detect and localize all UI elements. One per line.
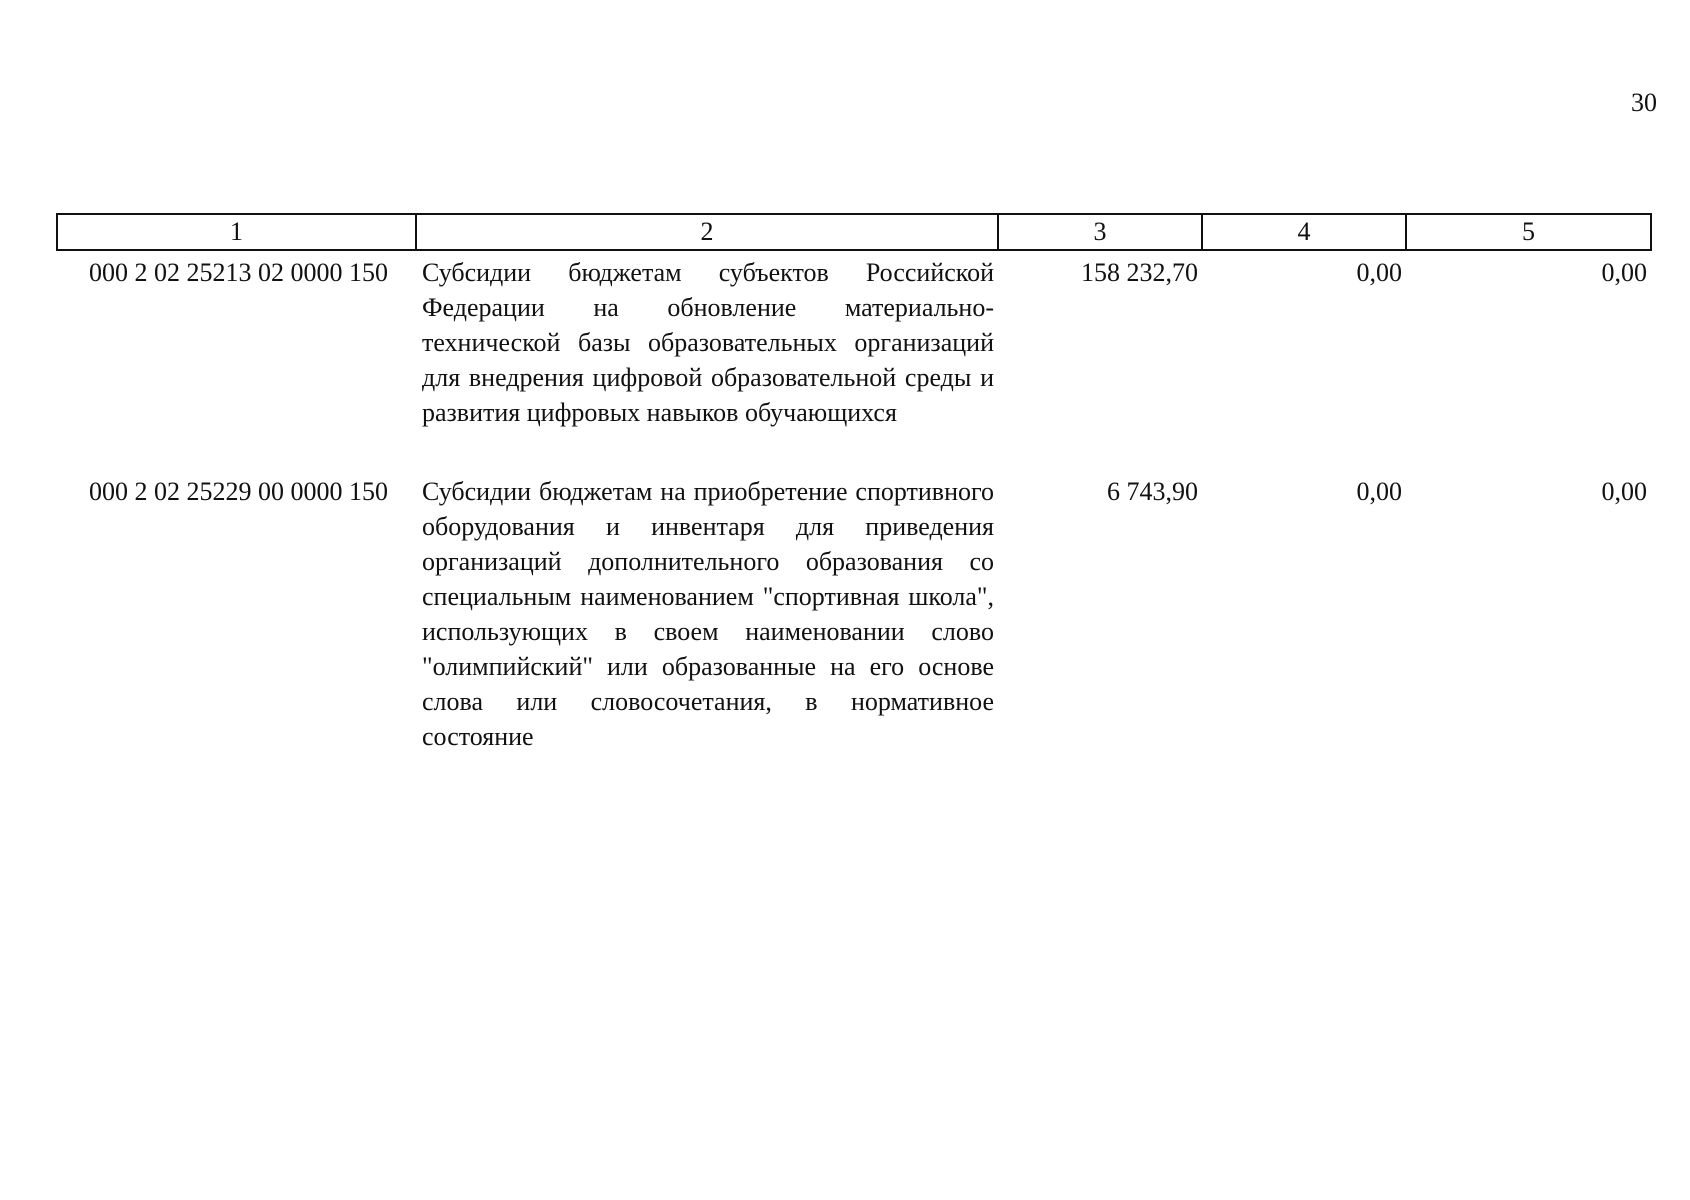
amount-col3: 158 232,70 xyxy=(1081,258,1198,287)
item-description: Субсидии бюджетам на приобретение спортивного оборудования и инвентаря для приведения организаций дополнительного образования со специальным наименованием "спортивная школа", использующих в своем наименовании слово "олимпийский" или образованные на его основе слова или словосочетания, в нормативное состояние xyxy=(422,477,994,751)
amount-col5: 0,00 xyxy=(1601,258,1647,287)
column-header-5: 5 xyxy=(1406,214,1651,250)
table-row xyxy=(57,474,1651,754)
column-header-2: 2 xyxy=(416,214,998,250)
budget-code: 000 2 02 25229 00 0000 150 xyxy=(89,477,388,506)
budget-code: 000 2 02 25213 02 0000 150 xyxy=(89,258,388,287)
amount-col3: 6 743,90 xyxy=(1107,477,1198,506)
column-header-3: 3 xyxy=(998,214,1202,250)
header-row xyxy=(57,214,1651,250)
table-row xyxy=(57,250,1651,430)
row-spacer xyxy=(57,430,1651,474)
amount-col4: 0,00 xyxy=(1356,477,1402,506)
column-header-1: 1 xyxy=(57,214,416,250)
amount-col5: 0,00 xyxy=(1601,477,1647,506)
page-number: 30 xyxy=(1631,88,1657,117)
column-header-4: 4 xyxy=(1202,214,1406,250)
amount-col4: 0,00 xyxy=(1356,258,1402,287)
budget-table xyxy=(56,213,1652,754)
item-description: Субсидии бюджетам субъектов Российской Федерации на обновление материально-технической базы образовательных организаций для внедрения цифровой образовательной среды и развития цифровых навыков обучающихся xyxy=(422,258,994,427)
